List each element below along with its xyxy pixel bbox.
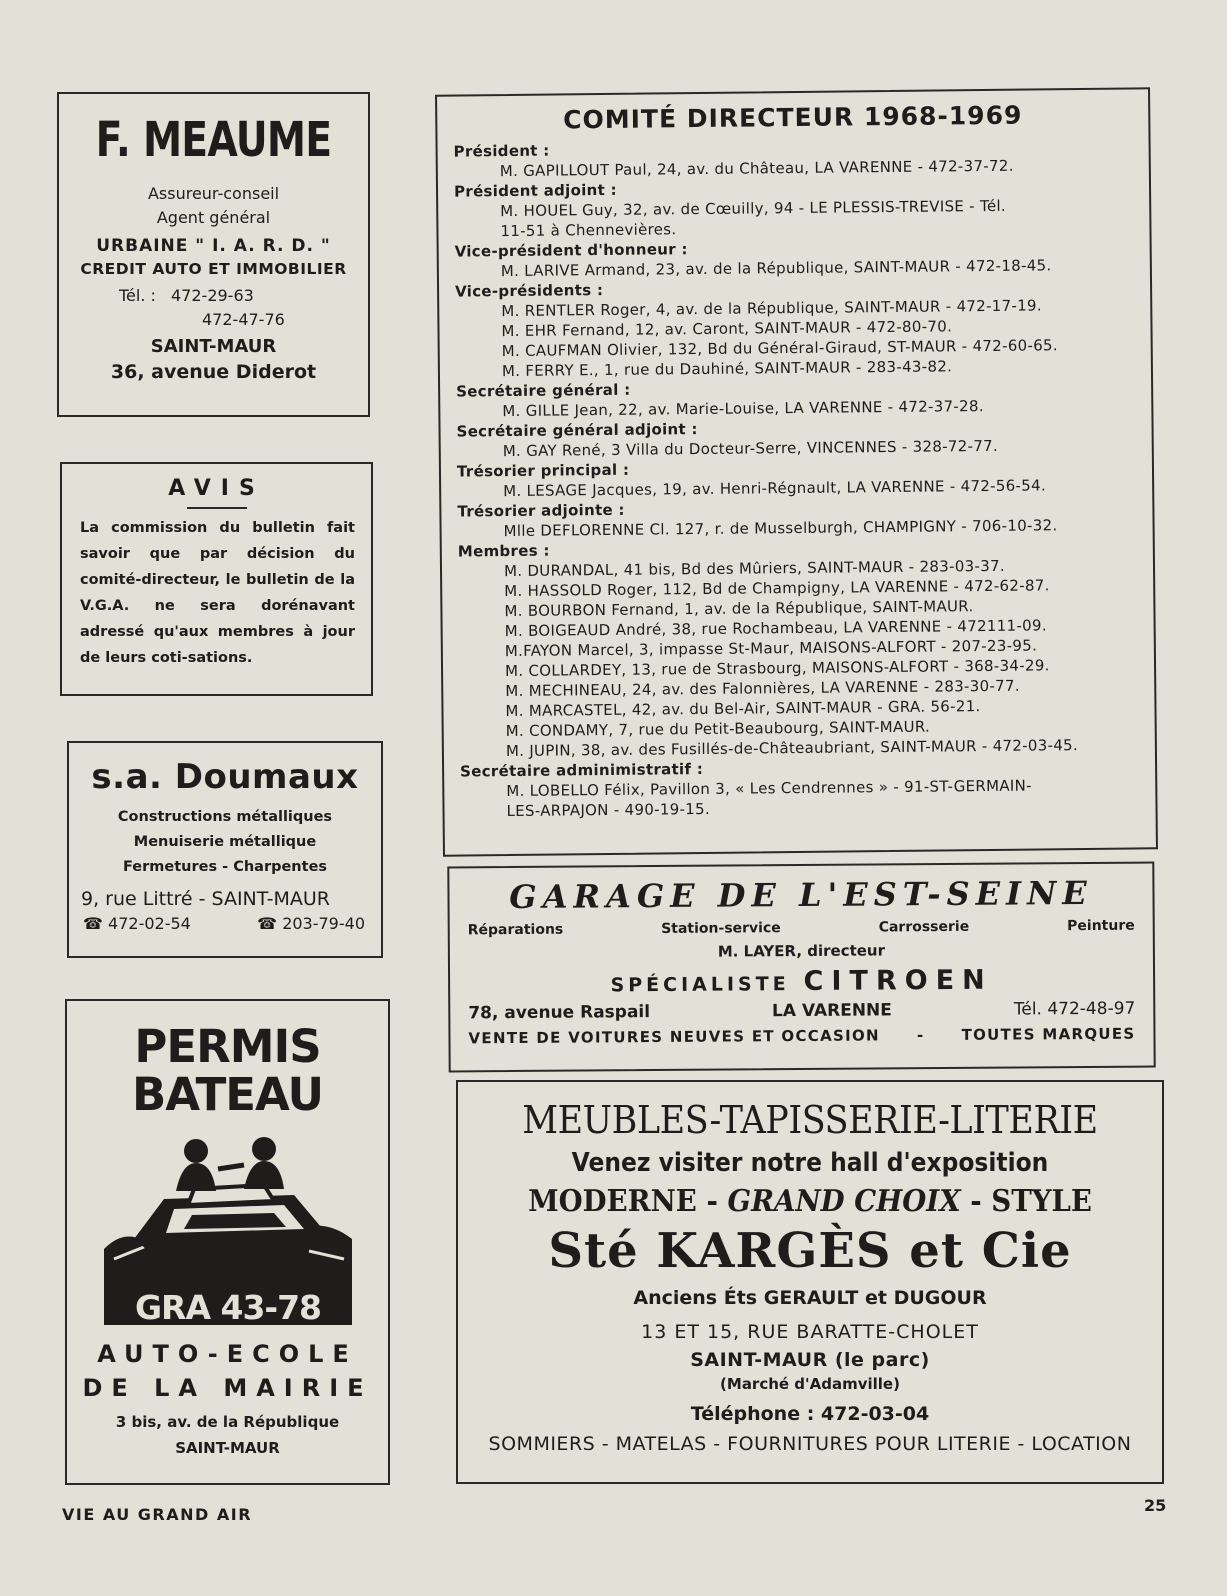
permis-line-1: PERMIS	[134, 1020, 321, 1073]
meubles-company: Sté KARGÈS et Cie	[548, 1223, 1072, 1279]
garage-address: 78, avenue Raspail	[468, 1002, 651, 1024]
meaume-address: 36, avenue Diderot	[110, 361, 317, 383]
comite-member: M. COLLARDEY, 13, rue de Strasbourg, MAISONS-ALFORT - 368-34-29.	[504, 656, 1050, 681]
doumaux-address: 9, rue Littré - SAINT-MAUR	[81, 888, 330, 910]
comite-member: LES-ARPAJON - 490-19-15.	[506, 799, 711, 821]
comite-role: Trésorier principal :	[456, 460, 630, 481]
garage-specialist: SPÉCIALISTE	[610, 973, 790, 997]
garage-specialist-line	[450, 964, 1153, 1000]
meaume-company: URBAINE " I. A. R. D. "	[96, 236, 331, 256]
doumaux-phone-1	[83, 914, 191, 933]
doumaux-phone-1-number: 472-02-54	[108, 914, 191, 933]
comite-role: Président :	[453, 141, 550, 161]
comite-member: M. LESAGE Jacques, 19, av. Henri-Régnault, LA VARENNE - 472-56-54.	[503, 476, 1047, 501]
garage-director: M. LAYER, directeur	[717, 941, 886, 961]
telephone-icon: ☎	[83, 914, 103, 933]
doumaux-ad	[67, 741, 383, 958]
comite-role: Membres :	[457, 541, 550, 561]
comite-member: M.FAYON Marcel, 3, impasse St-Maur, MAISONS-ALFORT - 207-23-95.	[504, 636, 1038, 661]
comite-member: M. LOBELLO Félix, Pavillon 3, « Les Cendrennes » - 91-ST-GERMAIN-	[506, 776, 1032, 801]
avis-text: La commission du bulletin fait savoir que par décision du comité-directeur, le bulletin de la V.G.A. ne sera dorénavant adressé qu'aux membres à jour de leurs coti-sations.	[80, 520, 355, 666]
comite-member: M. BOURBON Fernand, 1, av. de la République, SAINT-MAUR.	[504, 597, 974, 621]
comite-title: COMITÉ DIRECTEUR 1968-1969	[563, 100, 1023, 135]
comite-member: M. CAUFMAN Olivier, 132, Bd du Général-Giraud, ST-MAUR - 472-60-65.	[501, 336, 1059, 361]
comite-role: Secrétaire adminimistratif :	[460, 759, 704, 781]
comite-member: Mlle DEFLORENNE Cl. 127, r. de Musselburgh, CHAMPIGNY - 706-10-32.	[503, 516, 1058, 541]
garage-name: GARAGE DE L'EST-SEINE	[509, 873, 1093, 917]
garage-service: Carrosserie	[878, 918, 970, 936]
meaume-agent: Agent général	[156, 208, 271, 227]
comite-member: M. MECHINEAU, 24, av. des Falonnières, LA VARENNE - 283-30-77.	[505, 676, 1020, 701]
comite-role: Secrétaire général adjoint :	[456, 420, 698, 441]
permis-school-2: DE LA MAIRIE	[82, 1374, 373, 1402]
comite-member: M. EHR Fernand, 12, av. Caront, SAINT-MAUR - 472-80-70.	[501, 317, 953, 341]
meaume-city: SAINT-MAUR	[150, 336, 277, 357]
meubles-styles: MODERNE - GRAND CHOIX - STYLE	[528, 1184, 1092, 1219]
meaume-name: F. MEAUME	[95, 112, 332, 168]
meubles-city: SAINT-MAUR (le parc)	[690, 1349, 930, 1371]
garage-separator: -	[916, 1026, 925, 1045]
doumaux-line-2: Menuiserie métallique	[133, 834, 317, 850]
meubles-phone: Téléphone : 472-03-04	[690, 1403, 930, 1425]
doumaux-line-1: Constructions métalliques	[117, 809, 333, 825]
comite-member: 11-51 à Chennevières.	[500, 220, 677, 241]
permis-bateau-ad	[65, 999, 390, 1485]
footer-publication: VIE AU GRAND AIR	[62, 1505, 253, 1524]
permis-school-1: AUTO-ECOLE	[97, 1340, 358, 1368]
meubles-style-c: STYLE	[991, 1184, 1092, 1219]
permis-line-2: BATEAU	[131, 1068, 324, 1121]
meubles-market: (Marché d'Adamville)	[720, 1375, 900, 1393]
meaume-tel-label: Tél. :	[119, 286, 156, 305]
garage-brand: CITROEN	[803, 964, 993, 997]
comite-member: M. FERRY E., 1, rue du Dauhiné, SAINT-MAUR - 283-43-82.	[501, 357, 953, 381]
meubles-ad	[456, 1080, 1164, 1484]
meaume-tel-2: 472-47-76	[202, 310, 285, 329]
meaume-profession: Assureur-conseil	[147, 184, 280, 203]
doumaux-phone-2-number: 203-79-40	[282, 914, 365, 933]
doumaux-line-3: Fermetures - Charpentes	[122, 859, 328, 875]
garage-sale: VENTE DE VOITURES NEUVES ET OCCASION	[468, 1026, 880, 1048]
comite-member: M. GAPILLOUT Paul, 24, av. du Château, LA VARENNE - 472-37-72.	[499, 156, 1014, 181]
comite-role: Trésorier adjointe :	[457, 500, 625, 521]
meubles-title: MEUBLES-TAPISSERIE-LITERIE	[522, 1098, 1098, 1142]
motorboat-illustration	[104, 1129, 352, 1325]
garage-brands: TOUTES MARQUES	[961, 1024, 1136, 1044]
comite-list	[437, 128, 1155, 821]
comite-role: Président adjoint :	[453, 180, 617, 201]
permis-phone: GRA 43-78	[134, 1288, 321, 1325]
comite-member: M. JUPIN, 38, av. des Fusillés-de-Châteaubriant, SAINT-MAUR - 472-03-45.	[505, 736, 1079, 761]
avis-divider	[187, 507, 247, 509]
meaume-tel-1-number: 472-29-63	[171, 286, 254, 305]
comite-member: M. DURANDAL, 41 bis, Bd des Mûriers, SAINT-MAUR - 283-03-37.	[503, 556, 1006, 581]
comite-member: M. LARIVE Armand, 23, av. de la République, SAINT-MAUR - 472-18-45.	[500, 256, 1052, 281]
comite-member: M. BOIGEAUD André, 38, rue Rochambeau, LA VARENNE - 472111-09.	[504, 616, 1047, 641]
garage-service: Station-service	[661, 920, 781, 937]
comite-member: M. RENTLER Roger, 4, av. de la République, SAINT-MAUR - 472-17-19.	[501, 296, 1043, 321]
garage-address-line	[450, 995, 1153, 1024]
comite-directeur	[435, 87, 1158, 856]
meaume-ad	[57, 92, 370, 417]
avis-notice	[60, 462, 373, 696]
doumaux-phone-2	[257, 914, 365, 933]
permis-address: 3 bis, av. de la République	[115, 1413, 340, 1431]
comite-member: M. GILLE Jean, 22, av. Marie-Louise, LA VARENNE - 472-37-28.	[502, 397, 984, 421]
garage-service: Peinture	[1067, 917, 1135, 935]
doumaux-name: s.a. Doumaux	[91, 757, 359, 797]
avis-title: AVIS	[168, 476, 265, 501]
comite-member: M. CONDAMY, 7, rue du Petit-Beaubourg, SAINT-MAUR.	[505, 717, 931, 741]
garage-tel: Tél. 472-48-97	[1013, 998, 1136, 1020]
garage-sale-line	[450, 1019, 1153, 1048]
meubles-products: SOMMIERS - MATELAS - FOURNITURES POUR LITERIE - LOCATION	[488, 1433, 1132, 1455]
comite-member: M. HOUEL Guy, 32, av. de Cœuilly, 94 - LE PLESSIS-TREVISE - Tél.	[500, 196, 1007, 221]
comite-member: M. MARCASTEL, 42, av. du Bel-Air, SAINT-MAUR - GRA. 56-21.	[505, 697, 981, 721]
garage-city: LA VARENNE	[771, 1000, 892, 1022]
meubles-style-b: GRAND CHOIX	[727, 1184, 961, 1219]
comite-role: Vice-présidents :	[454, 281, 604, 301]
comite-member: M. GAY René, 3 Villa du Docteur-Serre, VINCENNES - 328-72-77.	[502, 436, 999, 461]
meaume-credit: CREDIT AUTO ET IMMOBILIER	[80, 260, 347, 278]
page-number: 25	[1144, 1496, 1167, 1515]
telephone-icon: ☎	[257, 914, 278, 933]
comite-member: M. HASSOLD Roger, 112, Bd de Champigny, LA VARENNE - 472-62-87.	[504, 576, 1050, 601]
doumaux-phones	[69, 910, 381, 933]
meubles-address: 13 ET 15, RUE BARATTE-CHOLET	[641, 1321, 979, 1343]
garage-ad	[447, 862, 1155, 1073]
meaume-tel-1	[59, 284, 368, 308]
meubles-invite: Venez visiter notre hall d'exposition	[571, 1148, 1049, 1178]
meubles-style-a: MODERNE	[528, 1184, 697, 1219]
permis-city: SAINT-MAUR	[175, 1439, 280, 1457]
garage-service: Réparations	[467, 921, 564, 939]
comite-role: Secrétaire général :	[456, 380, 631, 401]
meubles-former: Anciens Éts GERAULT et DUGOUR	[633, 1287, 987, 1309]
comite-role: Vice-président d'honneur :	[454, 240, 688, 261]
